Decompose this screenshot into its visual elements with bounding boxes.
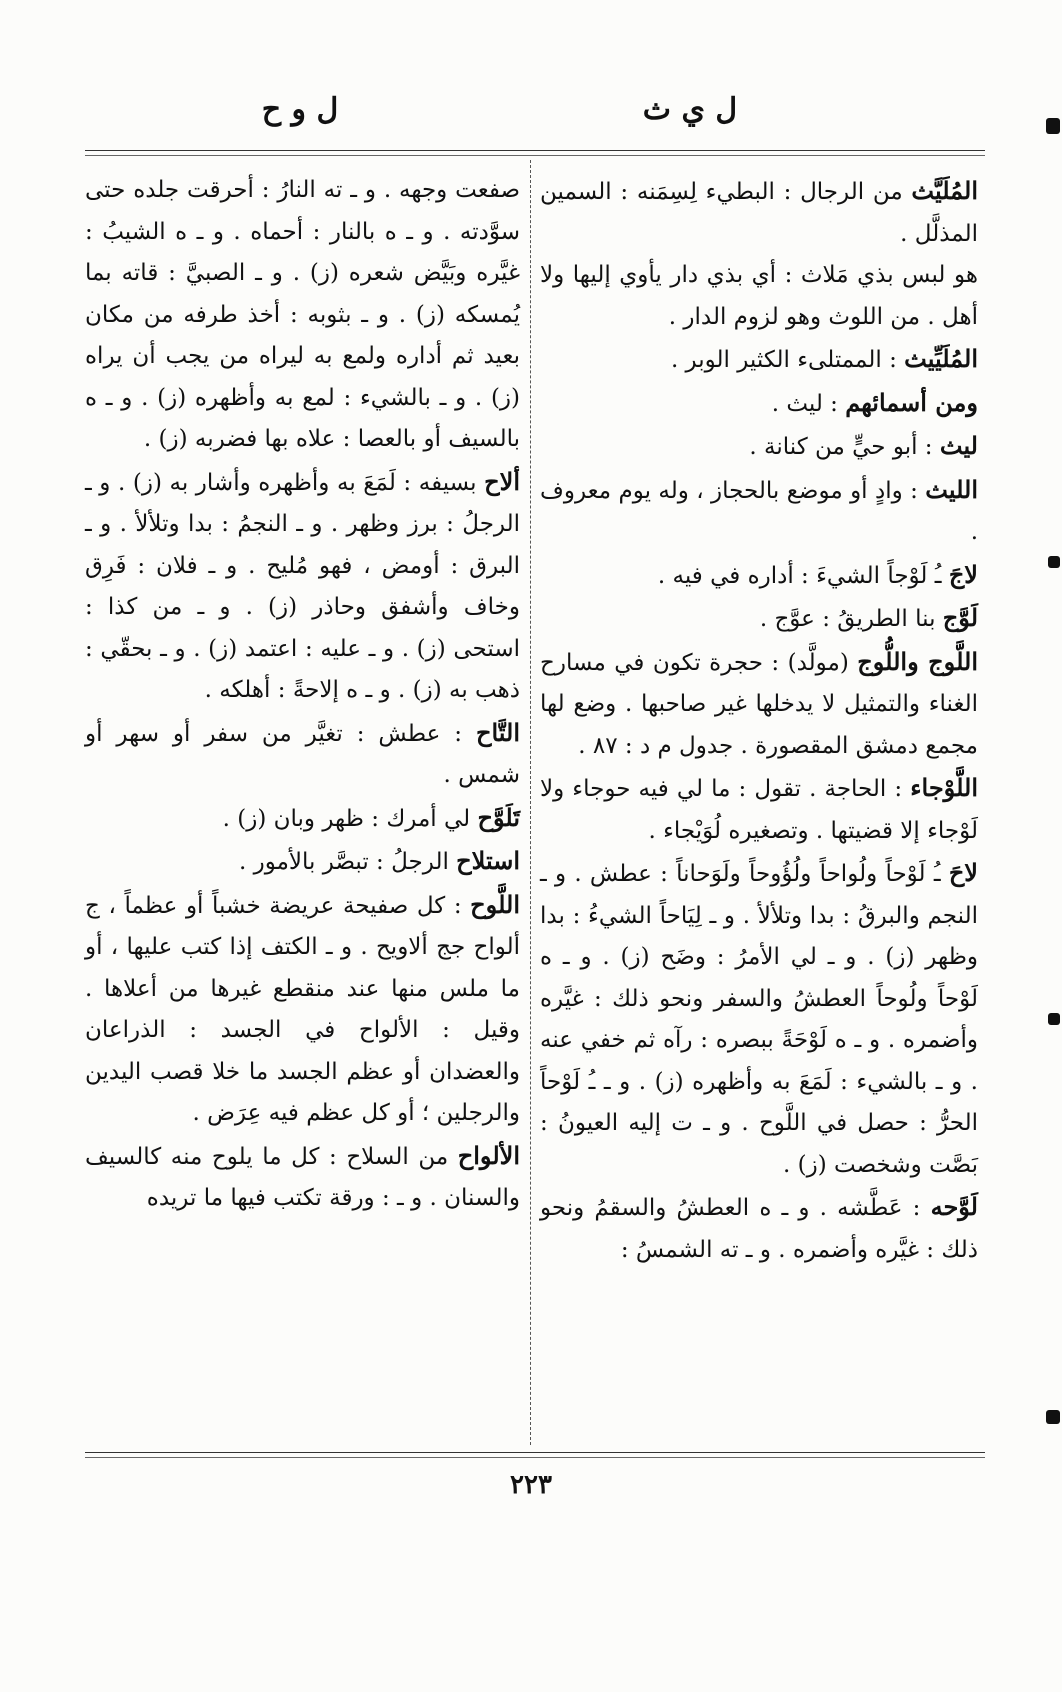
dictionary-entry	[540, 767, 978, 852]
entry-headword: ومن أسمائهم	[845, 387, 978, 417]
entry-headword: لاحَ	[948, 858, 978, 887]
entry-headword: استلاح	[456, 846, 520, 875]
entry-definition: (مولَّد) : حجرة تكون في مسارح الغناء والتمثيل لا يدخلها غير صاحبها . وضع لها مجمع دمشق المقصورة . جدول م د : ٨٧ .	[540, 649, 978, 759]
entry-headword: لَوَّج	[942, 603, 978, 632]
entry-definition: من السلاح : كل ما يلوح منه كالسيف والسنان . و ـ : ورقة تكتب فيها ما تريده	[85, 1143, 520, 1211]
entry-definition: : أبو حيٍّ من كنانة .	[749, 434, 940, 460]
dictionary-entry	[85, 840, 520, 884]
entry-definition: : وادٍ أو موضع بالحجاز ، وله يوم معروف .	[540, 477, 978, 545]
dictionary-entry	[540, 597, 978, 641]
entry-definition: : الممتلىء الكثير الوبر .	[670, 347, 905, 373]
entry-definition: : عطش : تغيَّر من سفر أو سهر أو شمس .	[85, 720, 520, 788]
entry-headword: اللَّوْجاء	[910, 773, 978, 802]
entry-headword: المُلَيِّيث	[904, 344, 978, 373]
entry-definition: صفعت وجهه . و ـ ته النارُ : أحرقت جلده حتى سوَّدته . و ـ ه بالنار : أحماه . و ـ ه الشيبُ : غيَّره وبَيَّض شعره (ز) . و ـ الصبيَّ : قاته بما يُمسكه (ز) . و ـ بثوبه : أخذ طرفه من مكان بعيد ثم أداره ولمع به ليراه من يجب أن يراه (ز) . و ـ بالشيء : لمع به وأظهره (ز) . و ـ ه بالسيف أو بالعصا : علاه بها فضربه (ز) .	[85, 177, 520, 452]
dictionary-entry	[85, 461, 520, 712]
footer-rule	[85, 1452, 985, 1453]
entry-headword: اللَّوج واللُّوج	[857, 646, 978, 676]
entry-definition: ـُ لَوْجاً الشيءَ : أداره في فيه .	[657, 562, 949, 589]
entry-headword: المُلَيَّث	[911, 176, 978, 205]
margin-mark	[1048, 1013, 1060, 1025]
entry-definition: بسيفه : لَمَعَ به وأظهره وأشار به (ز) . و ـ الرجلُ : برز وظهر . و ـ النجمُ : بدا وتلألأ . و ـ البرق : أومض ، فهو مُليح . و ـ فلان : فَرِق وخاف وأشفق وحاذر (ز) . و ـ من كذا : استحى (ز) . و ـ عليه : اعتمد (ز) . و ـ بحقّي : ذهب به (ز) . و ـ ه إلاحةً : أهلكه .	[85, 469, 520, 703]
dictionary-entry	[85, 170, 520, 461]
entry-definition: ـُ لَوْحاً ولُواحاً ولُؤُوحاً ولَوَحاناً : عطش . و ـ النجم والبرقُ : بدا وتلألأ . و ـ لِيَاحاً الشيءُ : بدا وظهر (ز) . و ـ لي الأمرُ : وضَح (ز) . و ـ ه لَوْحاً ولُوحاً العطشُ والسفر ونحو ذلك : غيَّره وأضمره . و ـ ه لَوْحَةً ببصره : رآه ثم خفي عنه . و ـ بالشيء : لَمَعَ به وأظهره (ز) . و ـ ـُ لَوْحاً الحرُّ : حصل في اللَّوح . و ـ ت إليه العيونُ : بَصَّت وشخصت (ز) .	[540, 861, 978, 1178]
entry-definition: هو لبس بذي مَلاث : أي بذي دار يأوي إليها ولا أهل . من اللوث وهو لزوم الدار .	[540, 262, 978, 330]
entry-definition: : عَطَّشه . و ـ ه العطشُ والسقمُ ونحو ذلك : غيَّره وأضمره . و ـ ته الشمسُ :	[540, 1195, 978, 1263]
entry-definition: لي أمرك : ظهر وبان (ز) .	[222, 805, 478, 832]
dictionary-entry	[540, 1186, 978, 1271]
header-rule-thin	[85, 155, 985, 156]
dictionary-entry	[85, 797, 520, 841]
dictionary-entry	[85, 712, 520, 797]
dictionary-entry	[540, 554, 978, 598]
entry-definition: بنا الطريقُ : عوَّج .	[759, 606, 943, 632]
entry-headword: الألواح	[457, 1140, 520, 1170]
dictionary-entry	[540, 425, 978, 469]
entry-headword: التَّاح	[475, 717, 520, 747]
entry-headword: ليث	[939, 431, 978, 460]
entry-definition: : كل صفيحة عريضة خشباً أو عظماً ، ج ألواح جج ألاويح . و ـ الكتف إذا كتب عليها ، أو ما ملس منها عند منقطع غيرها من أعلاها . وقيل : الألواح في الجسد : الذراعان والعضدان أو عظم الجسد ما خلا قصب اليدين والرجلين ؛ أو كل عظم فيه عِرَض .	[85, 892, 520, 1126]
running-header-left: ل و ح	[261, 92, 339, 127]
header-rule	[85, 150, 985, 151]
margin-mark	[1048, 556, 1060, 568]
column-divider	[530, 160, 531, 1445]
dictionary-entry	[540, 382, 978, 426]
right-column	[540, 170, 978, 1271]
dictionary-entry	[85, 1135, 520, 1220]
footer-rule-thin	[85, 1457, 985, 1458]
page-number: ٢٢٣	[510, 1470, 552, 1500]
dictionary-entry	[540, 255, 978, 338]
entry-definition: الرجلُ : تبصَّر بالأمور .	[239, 849, 457, 875]
entry-headword: الليث	[925, 474, 978, 504]
entry-headword: تَلَوَّح	[477, 802, 520, 832]
entry-headword: ألاح	[484, 466, 520, 496]
dictionary-entry	[540, 338, 978, 382]
dictionary-entry	[540, 170, 978, 255]
dictionary-entry	[540, 852, 978, 1186]
dictionary-entry	[85, 884, 520, 1135]
entry-headword: لاجَ	[948, 559, 978, 589]
dictionary-entry	[540, 469, 978, 554]
running-header-right: ل ي ث	[642, 92, 738, 127]
margin-mark	[1046, 118, 1060, 134]
entry-headword: لَوَّحه	[930, 1192, 978, 1221]
left-column	[85, 170, 520, 1220]
entry-definition: : الحاجة . تقول : ما لي فيه حوجاء ولا لَوْجاء إلا قضيتها . وتصغيره لُوَيْجاء .	[540, 776, 978, 844]
entry-definition: من الرجال : البطيء لِسِمَنه : السمين المذلَّل .	[540, 179, 978, 247]
entry-definition: : ليث .	[771, 390, 846, 417]
entry-headword: اللَّوح	[470, 889, 520, 919]
dictionary-entry	[540, 641, 978, 768]
margin-mark	[1046, 1410, 1060, 1424]
